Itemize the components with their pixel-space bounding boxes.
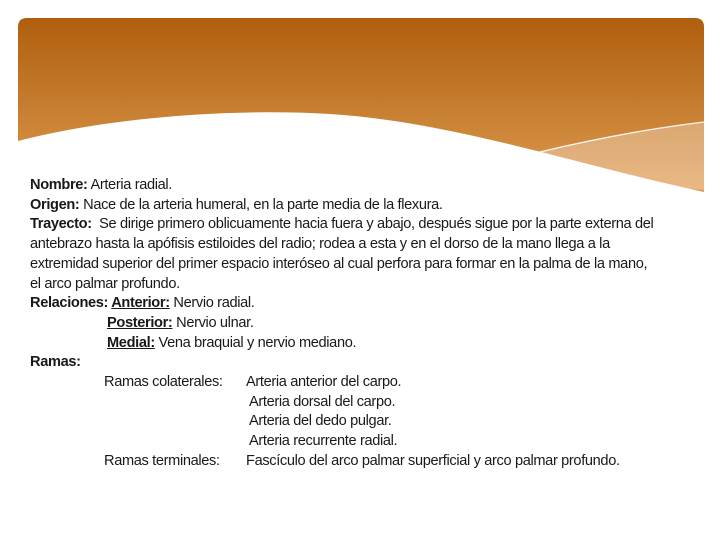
content-line-3-segment-2: Se dirige primero oblicuamente hacia fuera y abajo, después sigue por la parte externa del [91,216,654,233]
content-line-8-segment-2: Nervio ulnar. [172,314,254,331]
content-line-1-segment-1: Nombre: [30,177,88,193]
content-line-5 [30,255,708,275]
content-line-3-segment-1: Trayecto: [30,216,92,233]
content-line-4 [30,235,708,255]
content-line-7-segment-1: Relaciones: [30,295,112,312]
content-line-15-segment-2: Fascículo del arco palmar superficial y arco palmar profundo. [246,452,620,469]
content-line-14-segment-1: Arteria recurrente radial. [249,433,398,450]
content-line-10 [30,353,708,373]
content-line-6 [30,275,708,295]
content-line-7 [30,294,708,314]
slide-body-text [30,176,708,472]
content-line-13 [249,412,708,432]
content-line-9 [107,334,708,354]
content-line-8-segment-1: Posterior: [107,314,173,331]
content-line-11 [104,373,708,393]
content-line-8 [107,314,708,334]
content-line-1-segment-2: Arteria radial. [87,177,172,193]
content-line-15 [104,452,708,472]
content-line-7-segment-3: Nervio radial. [169,295,255,312]
content-line-9-segment-1: Medial: [107,334,155,351]
content-line-12-segment-1: Arteria dorsal del carpo. [249,393,396,410]
content-line-11-segment-2: Arteria anterior del carpo. [246,374,402,391]
content-line-4-segment-1: antebrazo hasta la apófisis estiloides del radio; rodea a esta y en el dorso de la mano llega a la [30,236,610,253]
content-line-11-segment-1: Ramas colaterales: [104,374,223,391]
content-line-13-segment-1: Arteria del dedo pulgar. [249,413,392,430]
content-line-5-segment-1: extremidad superior del primer espacio interóseo al cual perfora para formar en la palma de la mano, [30,255,648,272]
content-line-2 [30,196,708,216]
content-line-14 [249,432,708,452]
content-line-7-segment-2: Anterior: [111,295,170,312]
content-line-9-segment-2: Vena braquial y nervio mediano. [154,334,357,351]
content-line-3 [30,215,708,235]
content-line-1 [30,176,708,196]
content-line-6-segment-1: el arco palmar profundo. [30,275,180,292]
content-line-10-segment-1: Ramas: [30,354,81,371]
content-line-12 [249,393,708,413]
content-line-15-segment-1: Ramas terminales: [104,452,220,469]
content-line-2-segment-1: Origen: [30,196,80,213]
content-line-2-segment-2: Nace de la arteria humeral, en la parte media de la flexura. [79,196,443,213]
